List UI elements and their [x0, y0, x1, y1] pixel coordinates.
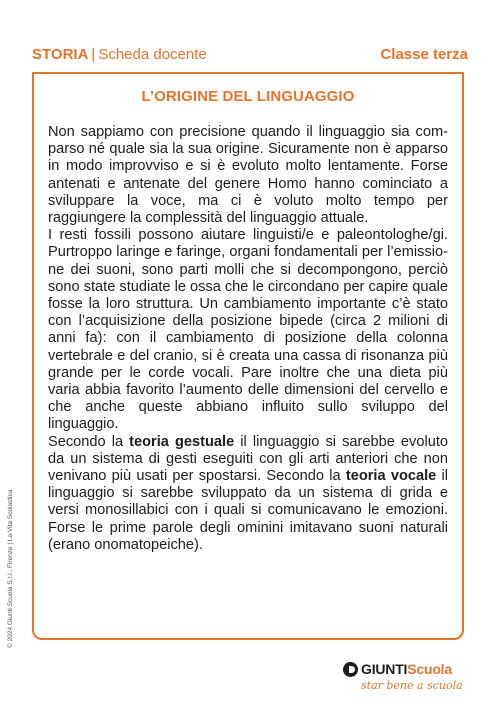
term-gestural-theory: teoria gestuale [129, 433, 235, 450]
paragraph-1: Non sappiamo con precisione quando il linguaggio sia comparso né quale sia la sua origine. Sicuramente non è apparso in modo improvviso e si è evoluto molto lentamente. Forse antenati e antenate del genere Homo hanno cominciato a sviluppare la voce, ma ci è voluto molto tempo per raggiungere la complessità del linguaggio attuale. [48, 124, 448, 227]
paragraph-2: I resti fossili possono aiutare linguisti/e e paleontologhe/gi. Purtroppo laringe e faringe, organi fondamentali per l’emissione dei suoni, sono parti molli che si decompongono, perciò sono state studiate le ossa che le circondano per capire quale fosse la loro struttura. Un cambiamento importante c’è stato con l’acquisizione della posizione bipede (circa 2 milioni di anni fa): con il cambiamento di posizione della colonna vertebrale e del cranio, si è creata una cassa di risonanza più grande per le corde vocali. Pare inoltre che una dieta più varia abbia favorito l’aumento delle dimensioni del cervello e che anche queste abbiano influito sullo sviluppo del linguaggio. [48, 227, 448, 433]
body-text [48, 124, 448, 554]
paragraph-3-text-b: il linguaggio si sarebbe evoluto da un sistema di gesti eseguiti con gli arti anteriori che non venivano più usati per spostarsi. Secondo la [48, 433, 448, 485]
paragraph-3-text-a: Secondo la [48, 433, 130, 450]
publisher-logo [343, 660, 463, 700]
giunti-logo-icon [343, 662, 358, 677]
paragraph-3-text-c: il linguaggio si sarebbe sviluppato da un sistema di grida e versi monosillabici con i quali si comunicavano le emozioni. Forse le prime parole degli ominini imitavano suoni naturali (erano onomatopeiche). [48, 468, 448, 553]
logo-brand-row [343, 660, 463, 678]
header-separator: | [91, 46, 96, 63]
paragraph-3 [48, 434, 448, 554]
sheet-type-label: Scheda docente [98, 46, 207, 63]
logo-brand-scuola: Scuola [407, 661, 452, 677]
copyright-notice: © 2024 Giunti Scuola S.r.l., Firenze | La Vita Scolastica [7, 489, 14, 648]
logo-tagline: star bene a scuola [361, 679, 463, 692]
page-title: L’ORIGINE DEL LINGUAGGIO [141, 88, 355, 105]
page-header [32, 46, 468, 66]
grade-label: Classe terza [380, 46, 468, 63]
term-vocal-theory: teoria vocale [345, 468, 437, 485]
subject-label: STORIA [32, 46, 89, 63]
logo-brand-giunti: GIUNTI [361, 661, 408, 677]
content-frame [32, 72, 464, 640]
